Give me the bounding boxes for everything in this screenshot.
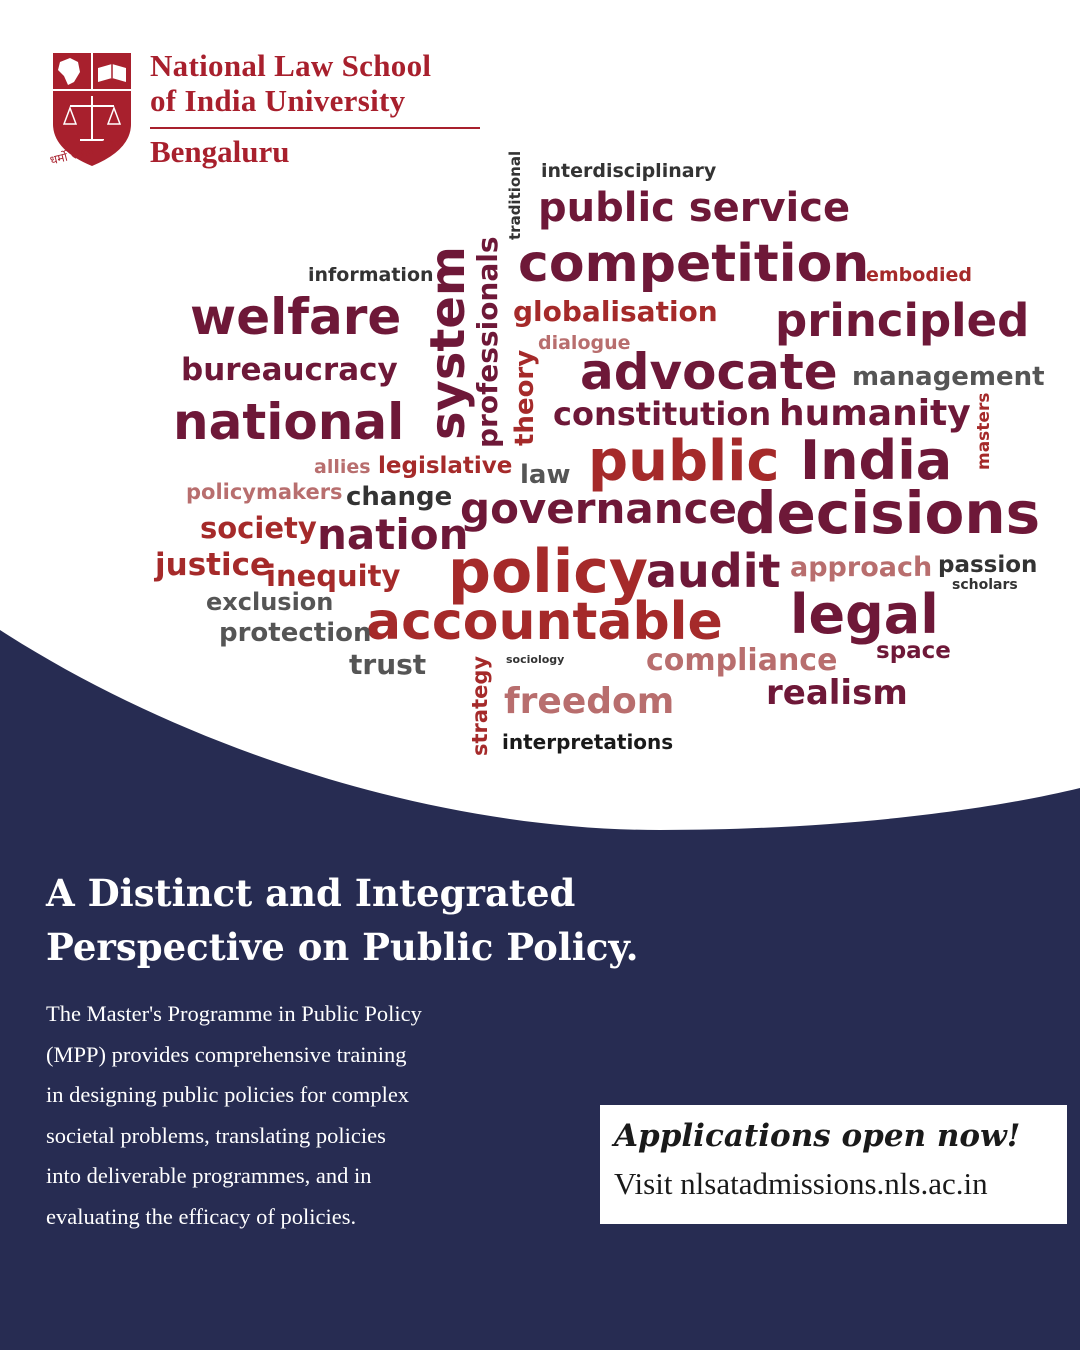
word-competition: competition	[518, 234, 870, 294]
word-passion: passion	[938, 552, 1038, 578]
word-constitution: constitution	[553, 395, 772, 433]
word-public: public	[588, 429, 780, 494]
headline-line1: A Distinct and Integrated	[46, 871, 576, 915]
word-legislative: legislative	[378, 453, 513, 479]
word-realism: realism	[766, 673, 908, 713]
description-line: (MPP) provides comprehensive training	[46, 1041, 407, 1067]
admissions-website-link[interactable]: Visit nlsatadmissions.nls.ac.in	[614, 1166, 988, 1201]
word-accountable: accountable	[366, 592, 723, 652]
word-traditional: traditional	[506, 150, 524, 240]
word-strategy: strategy	[468, 655, 492, 756]
word-audit: audit	[646, 544, 781, 598]
university-name-line1: National Law School	[150, 48, 432, 83]
university-city: Bengaluru	[150, 134, 290, 169]
word-protection: protection	[219, 618, 372, 648]
word-sociology: sociology	[506, 653, 565, 666]
word-policy: policy	[448, 537, 648, 607]
word-management: management	[852, 362, 1045, 392]
description-line: evaluating the efficacy of policies.	[46, 1203, 357, 1229]
word-policymakers: policymakers	[186, 480, 343, 504]
word-public-service: public service	[538, 185, 851, 231]
word-trust: trust	[349, 648, 427, 681]
word-law: law	[520, 460, 571, 490]
university-name-line2: of India University	[150, 83, 406, 118]
word-information: information	[308, 264, 434, 286]
word-freedom: freedom	[504, 681, 675, 722]
word-india: India	[800, 429, 953, 492]
word-embodied: embodied	[866, 264, 972, 286]
word-advocate: advocate	[580, 343, 838, 401]
headline-line2: Perspective on Public Policy.	[46, 925, 639, 969]
description-line: in designing public policies for complex	[46, 1082, 410, 1108]
word-dialogue: dialogue	[538, 332, 631, 354]
word-humanity: humanity	[779, 393, 971, 434]
word-masters: masters	[974, 392, 994, 470]
programme-description	[46, 994, 516, 1238]
word-space: space	[876, 638, 951, 664]
word-change: change	[346, 482, 453, 512]
applications-callout	[600, 1105, 1067, 1224]
word-compliance: compliance	[646, 643, 838, 678]
headline	[46, 866, 746, 974]
word-theory: theory	[510, 349, 540, 446]
word-governance: governance	[460, 484, 738, 533]
word-allies: allies	[314, 456, 371, 478]
word-justice: justice	[155, 547, 271, 583]
word-nation: nation	[317, 510, 469, 559]
word-exclusion: exclusion	[206, 588, 334, 616]
word-interpretations: interpretations	[502, 730, 674, 754]
applications-open-title: Applications open now!	[614, 1118, 1021, 1154]
word-globalisation: globalisation	[513, 295, 718, 328]
header-divider	[150, 127, 480, 129]
description-line: into deliverable programmes, and in	[46, 1163, 372, 1189]
description-line: The Master's Programme in Public Policy	[46, 1001, 422, 1026]
logo-motto: धर्मो रक्षति रक्षितः	[48, 135, 125, 168]
word-society: society	[200, 511, 317, 545]
description-line: societal problems, translating policies	[46, 1122, 386, 1148]
word-legal: legal	[790, 583, 939, 646]
word-interdisciplinary: interdisciplinary	[541, 160, 717, 182]
word-system: system	[420, 246, 476, 440]
word-principled: principled	[775, 294, 1030, 347]
word-bureaucracy: bureaucracy	[181, 352, 398, 388]
word-scholars: scholars	[952, 577, 1018, 593]
word-decisions: decisions	[735, 479, 1041, 547]
university-name	[150, 48, 431, 118]
word-approach: approach	[790, 552, 933, 583]
word-welfare: welfare	[190, 288, 402, 346]
word-national: national	[173, 393, 405, 451]
word-inequity: inequity	[266, 559, 401, 593]
word-professionals: professionals	[471, 236, 504, 448]
